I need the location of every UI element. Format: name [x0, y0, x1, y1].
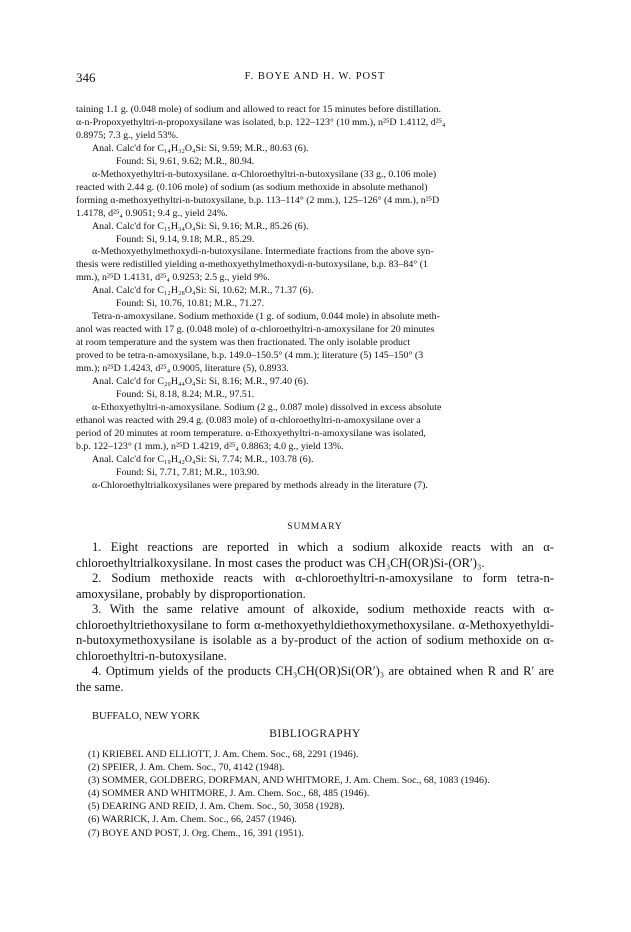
body-line: 0.8975; 7.3 g., yield 53%. [76, 129, 179, 141]
body-line: α-Chloroethyltrialkoxysilanes were prepared by methods already in the literature (7). [92, 479, 428, 491]
body-line: α-n-Propoxyethyltri-n-propoxysilane was isolated, b.p. 122–123° (10 mm.), n²⁵D 1.4112, d²⁵₄ [76, 116, 446, 128]
body-line: mm.); n²⁵D 1.4243, d²⁵₄ 0.9005, literature (5), 0.8933. [76, 363, 289, 375]
body-line: anol was reacted with 17 g. (0.048 mole) of α-chloroethyltri-n-amoxysilane for 20 minutes [76, 324, 435, 336]
reference-item: (3) SOMMER, GOLDBERG, DORFMAN, AND WHITMORE, J. Am. Chem. Soc., 68, 1083 (1946). [88, 775, 490, 787]
bibliography-heading: BIBLIOGRAPHY [269, 728, 361, 740]
body-line: Anal. Calc'd for C₁₅H₃₄O₄Si: Si, 9.16; M.R., 85.26 (6). [92, 220, 309, 232]
body-line: Found: Si, 7.71, 7.81; M.R., 103.90. [116, 466, 260, 478]
body-line: taining 1.1 g. (0.048 mole) of sodium and allowed to react for 15 minutes before distillation. [76, 104, 442, 115]
body-line: b.p. 122–123° (1 mm.), n²⁵D 1.4219, d²⁵₄ 0.8863; 4.0 g., yield 13%. [76, 440, 344, 452]
page-header [76, 70, 554, 86]
summary-item: 3. With the same relative amount of alkoxide, sodium methoxide reacts with α-chloroethyltriethoxysilane to form α-methoxyethyldiethoxymethoxysilane. α-Methoxyethyldi-n-butoxymethoxysilane is isolable as a by-product of the action of sodium methoxide on α-chloroethyltri-n-butoxysilane. [76, 602, 554, 663]
body-line: α-Methoxyethylmethoxydi-n-butoxysilane. Intermediate fractions from the above syn- [92, 246, 434, 258]
author-location: BUFFALO, NEW YORK [92, 711, 201, 722]
page-number: 346 [76, 70, 96, 85]
body-line: Anal. Calc'd for C₁₉H₄₂O₄Si: Si, 7.74; M.R., 103.78 (6). [92, 453, 314, 465]
reference-item: (7) BOYE AND POST, J. Org. Chem., 16, 391 (1951). [88, 827, 304, 839]
bibliography-list [76, 748, 554, 840]
body-line: Tetra-n-amoxysilane. Sodium methoxide (1 g. of sodium, 0.044 mole) in absolute meth- [92, 311, 440, 323]
summary-item: 1. Eight reactions are reported in which a sodium alkoxide reacts with an α-chloroethyltrialkoxysilane. In most cases the product was CH₃CH(OR)Si-(OR′)₃. [76, 540, 554, 570]
reference-item: (5) DEARING AND REID, J. Am. Chem. Soc., 50, 3058 (1928). [88, 801, 345, 813]
body-line: Found: Si, 9.61, 9.62; M.R., 80.94. [116, 155, 255, 167]
reference-item: (1) KRIEBEL AND ELLIOTT, J. Am. Chem. Soc., 68, 2291 (1946). [88, 749, 359, 760]
body-line: reacted with 2.44 g. (0.106 mole) of sodium (as sodium methoxide in absolute methanol) [76, 181, 428, 193]
summary-list [76, 540, 554, 695]
reference-item: (4) SOMMER AND WHITMORE, J. Am. Chem. Soc., 68, 485 (1946). [88, 788, 370, 800]
body-line: α-Ethoxyethyltri-n-amoxysilane. Sodium (2 g., 0.087 mole) dissolved in excess absolute [92, 401, 442, 413]
summary-item: 4. Optimum yields of the products CH₃CH(OR)Si(OR′)₃ are obtained when R and R′ are the same. [76, 664, 554, 694]
body-line: α-Methoxyethyltri-n-butoxysilane. α-Chloroethyltri-n-butoxysilane (33 g., 0.106 mole) [92, 168, 437, 180]
body-line: Found: Si, 10.76, 10.81; M.R., 71.27. [116, 298, 265, 310]
body-line: Found: Si, 9.14, 9.18; M.R., 85.29. [116, 233, 255, 245]
running-head: F. BOYE AND H. W. POST [244, 71, 386, 82]
body-line: forming α-methoxyethyltri-n-butoxysilane, b.p. 113–114° (2 mm.), 125–126° (4 mm.), n²⁵D [76, 194, 440, 206]
reference-item: (2) SPEIER, J. Am. Chem. Soc., 70, 4142 (1948). [88, 762, 285, 774]
experimental-text [76, 104, 554, 493]
body-line: 1.4178, d²⁵₄ 0.9051; 9.4 g., yield 24%. [76, 207, 228, 219]
body-line: mm.), n²⁵D 1.4131, d²⁵₄ 0.9253; 2.5 g., yield 9%. [76, 272, 270, 284]
body-line: period of 20 minutes at room temperature. α-Ethoxyethyltri-n-amoxysilane was isolated, [76, 427, 426, 439]
body-line: at room temperature and the system was then fractionated. The only isolable product [76, 337, 411, 349]
body-line: ethanol was reacted with 29.4 g. (0.083 mole) of α-chloroethyltri-n-amoxysilane over a [76, 414, 421, 426]
summary-item: 2. Sodium methoxide reacts with α-chloroethyltri-n-amoxysilane to form tetra-n-amoxysilane, probably by disproportionation. [76, 571, 554, 601]
body-line: proved to be tetra-n-amoxysilane, b.p. 149.0–150.5° (4 mm.); literature (5) 145–150° (3 [76, 350, 424, 362]
reference-item: (6) WARRICK, J. Am. Chem. Soc., 66, 2457 (1946). [88, 814, 297, 826]
body-line: Anal. Calc'd for C₂₀H₄₄O₄Si: Si, 8.16; M.R., 97.40 (6). [92, 376, 309, 388]
body-line: Anal. Calc'd for C₁₂H₂₈O₄Si: Si, 10.62; M.R., 71.37 (6). [92, 285, 314, 297]
body-line: thesis were redistilled yielding α-methoxyethylmethoxydi-n-butoxysilane, b.p. 83–84° (1 [76, 259, 428, 271]
body-line: Found: Si, 8.18, 8.24; M.R., 97.51. [116, 388, 255, 400]
summary-heading: SUMMARY [287, 522, 343, 532]
body-line: Anal. Calc'd for C₁₄H₃₂O₄Si: Si, 9.59; M.R., 80.63 (6). [92, 142, 309, 154]
